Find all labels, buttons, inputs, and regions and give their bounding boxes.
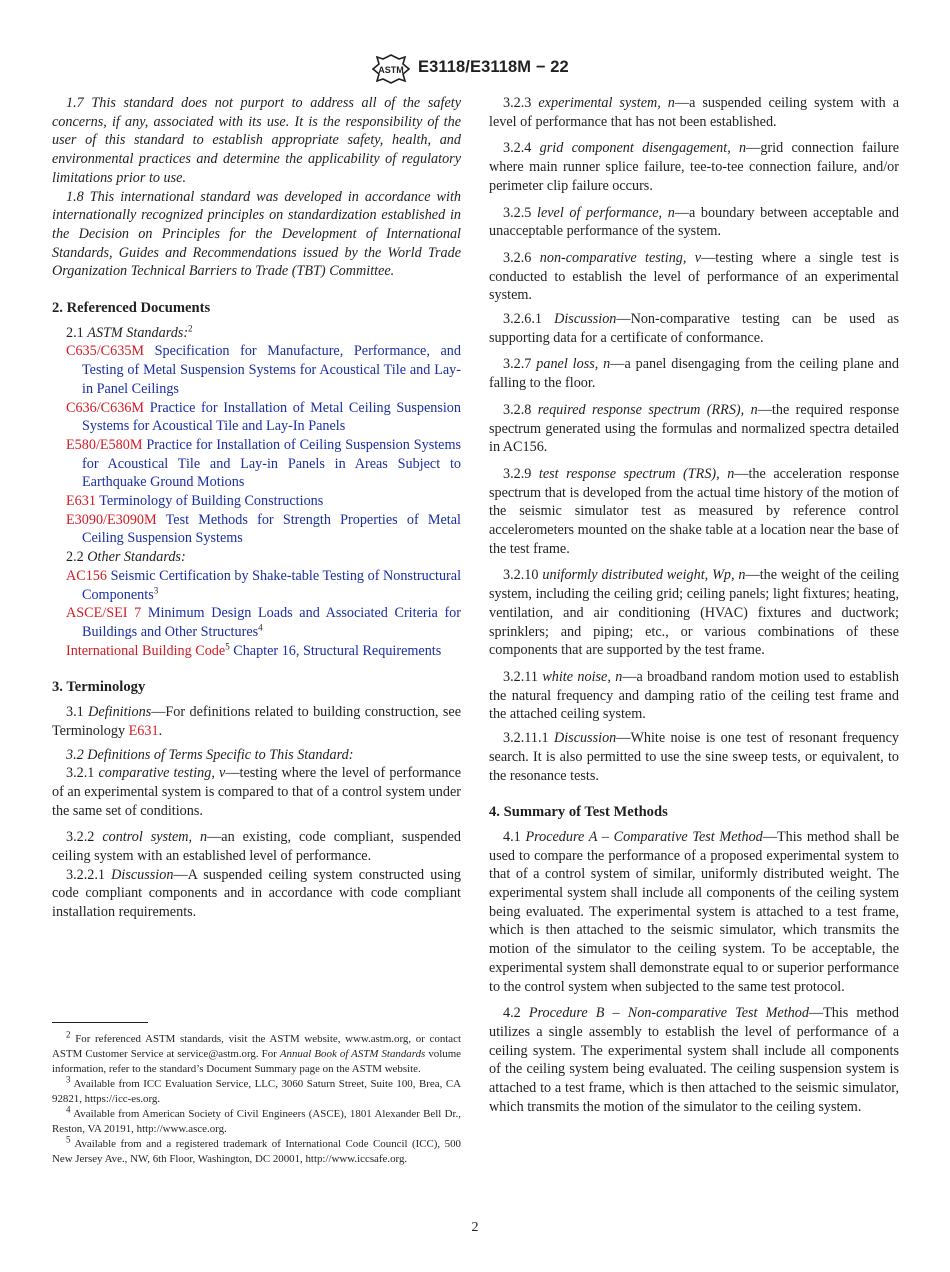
footnote-4: $^4$ Available from American Society of Civil Engineers (ASCE), 1801 Alexander Bell Dr., Reston, VA 20191, http://www.asce.org. bbox=[52, 1104, 461, 1135]
other-standards-label: 2.2 Other Standards: bbox=[66, 549, 186, 566]
heading-summary-of-test-methods: 4. Summary of Test Methods bbox=[489, 804, 668, 821]
footnote-3: $^3$ Available from ICC Evaluation Service, LLC, 3060 Saturn Street, Suite 100, Brea, CA 92821, https://icc-es.org. bbox=[52, 1074, 461, 1105]
section-3-2-11-1: 3.2.11.1 Discussion—White noise is one test of resonant frequency search. It is also permitted to use the sine sweep tests, or equivalent, to the resonance tests. bbox=[489, 730, 900, 784]
reference-c636[interactable]: C636/C636M Practice for Installation of Metal Ceiling Suspension Systems for Acoustical Tile and Lay-In Panels bbox=[66, 399, 461, 435]
astm-standards-label: 2.1 ASTM Standards:$^2$ bbox=[66, 323, 193, 341]
astm-logo-icon bbox=[372, 54, 410, 84]
section-3-2-7: 3.2.7 panel loss, n—a panel disengaging from the ceiling plane and falling to the floor. bbox=[489, 356, 899, 392]
page-number: 2 bbox=[471, 1220, 479, 1235]
section-3-2-1: 3.2.1 comparative testing, v—testing where the level of performance of an experimental system is compared to that of a control system under the same set of conditions. bbox=[52, 765, 462, 819]
section-3-2-10: 3.2.10 uniformly distributed weight, Wp, n—the weight of the ceiling system, including the ceiling grid; ceiling panels; light fixtures; heating, ventilation, and air conditioning (HVAC) fixtures and ductwork; sprinklers; and piping; etc., or various combinations of these components that are supported by the test frame. bbox=[489, 567, 899, 659]
reference-ibc[interactable]: International Building Code$^5$ Chapter 16, Structural Requirements bbox=[66, 640, 442, 659]
footnote-divider bbox=[52, 1022, 148, 1023]
reference-e631[interactable]: E631 Terminology of Building Constructions bbox=[66, 493, 324, 510]
section-1-8: 1.8 This international standard was developed in accordance with internationally recognized principles on standardization established in the Decision on Principles for the Development of International Standards, Guides and Recommendations issued by the World Trade Organization Technical Barriers to Trade (TBT) Committee. bbox=[52, 188, 461, 280]
heading-referenced-documents: 2. Referenced Documents bbox=[52, 300, 211, 317]
reference-e3090[interactable]: E3090/E3090M Test Methods for Strength Properties of Metal Ceiling Suspension Systems bbox=[66, 511, 461, 547]
page-header bbox=[0, 54, 950, 84]
left-column bbox=[52, 94, 461, 922]
reference-asce7[interactable]: ASCE/SEI 7 Minimum Design Loads and Associated Criteria for Buildings and Other Structures$^4$ bbox=[66, 605, 461, 640]
section-3-2: 3.2 Definitions of Terms Specific to This Standard: bbox=[66, 746, 354, 763]
right-column bbox=[489, 94, 899, 1116]
standard-designation: E3118/E3118M − 22 bbox=[418, 58, 569, 76]
section-3-1: 3.1 Definitions—For definitions related to building construction, see Terminology E631. bbox=[52, 704, 461, 739]
link-e631[interactable]: E631 bbox=[128, 722, 159, 739]
footnote-5: $^5$ Available from and a registered trademark of International Code Council (ICC), 500 New Jersey Ave., NW, 6th Floor, Washington, DC 20001, http://www.iccsafe.org. bbox=[52, 1134, 462, 1165]
section-3-2-6-1: 3.2.6.1 Discussion—Non-comparative testing can be used as supporting data for a certificate of conformance. bbox=[489, 311, 899, 346]
reference-c635[interactable]: C635/C635M Specification for Manufacture, Performance, and Testing of Metal Suspension Systems for Acoustical Tile and Lay-in Panel Ceilings bbox=[66, 343, 461, 397]
section-4-1: 4.1 Procedure A – Comparative Test Method—This method shall be used to compare the performance of a proposed experimental system to that of a control system of similar, uniformly distributed weight. The experimental system shall include all components of the ceiling system being evaluated. The experimental system is attached to a test frame, which is then attached to the seismic simulator, which transmits the motion of the simulator to the ceiling system. To be acceptable, the experimental system shall demonstrate equal to or superior performance to the control system when subjected to the same test protocol. bbox=[489, 828, 900, 995]
section-3-2-11: 3.2.11 white noise, n—a broadband random motion used to establish the natural frequency and damping ratio of the ceiling test frame and the attached ceiling system. bbox=[489, 668, 900, 723]
section-3-2-9: 3.2.9 test response spectrum (TRS), n—the acceleration response spectrum that is developed from the actual time history of the motion of the seismic simulator test as measured by reference control accelerometers mounted on the shake table at a location near the base of the test frame. bbox=[489, 465, 899, 557]
reference-ac156[interactable]: AC156 Seismic Certification by Shake-table Testing of Nonstructural Components$^3$ bbox=[66, 567, 462, 603]
svg-text:ASTM: ASTM bbox=[378, 65, 404, 75]
section-3-2-4: 3.2.4 grid component disengagement, n—grid connection failure where main runner splice failure, tee-to-tee connection failure, and/or perimeter clip failure occurs. bbox=[489, 140, 899, 194]
section-3-2-3: 3.2.3 experimental system, n—a suspended ceiling system with a level of performance that has not been established. bbox=[489, 95, 899, 130]
section-3-2-8: 3.2.8 required response spectrum (RRS), n—the required response spectrum generated using the formulas and normalized spectra detailed in AC156. bbox=[489, 401, 900, 456]
section-3-2-5: 3.2.5 level of performance, n—a boundary between acceptable and unacceptable performance of the system. bbox=[489, 204, 899, 240]
heading-terminology: 3. Terminology bbox=[52, 679, 146, 696]
reference-e580[interactable]: E580/E580M Practice for Installation of Ceiling Suspension Systems for Acoustical Tile and Lay-in Panels in Areas Subject to Earthquake Ground Motions bbox=[66, 436, 462, 491]
section-3-2-6: 3.2.6 non-comparative testing, v—testing where a single test is conducted to establish the level of performance of an experimental system. bbox=[489, 249, 899, 304]
section-3-2-2: 3.2.2 control system, n—an existing, code compliant, suspended ceiling system with an established level of performance. bbox=[52, 829, 462, 865]
section-4-2: 4.2 Procedure B – Non-comparative Test Method—This method utilizes a single assembly to establish the level of performance of a ceiling system. The experimental system shall include all components of the ceiling system being evaluated. The ceiling suspension system is attached to a test frame, which is then attached to the seismic simulator, which transmits the motion of the simulator to the ceiling system. bbox=[489, 1005, 899, 1115]
footnotes bbox=[52, 1029, 462, 1167]
section-3-2-2-1: 3.2.2.1 Discussion—A suspended ceiling system constructed using code compliant components and in accordance with code compliant installation requirements. bbox=[52, 866, 462, 921]
footnote-2: $^2$ For referenced ASTM standards, visit the ASTM website, www.astm.org, or contact ASTM Customer Service at service@astm.org. For Annual Book of ASTM Standards volume information, refer to the standard’s Document Summary page on the ASTM website. bbox=[52, 1029, 461, 1075]
section-1-7: 1.7 This standard does not purport to address all of the safety concerns, if any, associated with its use. It is the responsibility of the user of this standard to establish appropriate safety, health, and environmental practices and determine the applicability of regulatory limitations prior to use. bbox=[52, 95, 461, 186]
